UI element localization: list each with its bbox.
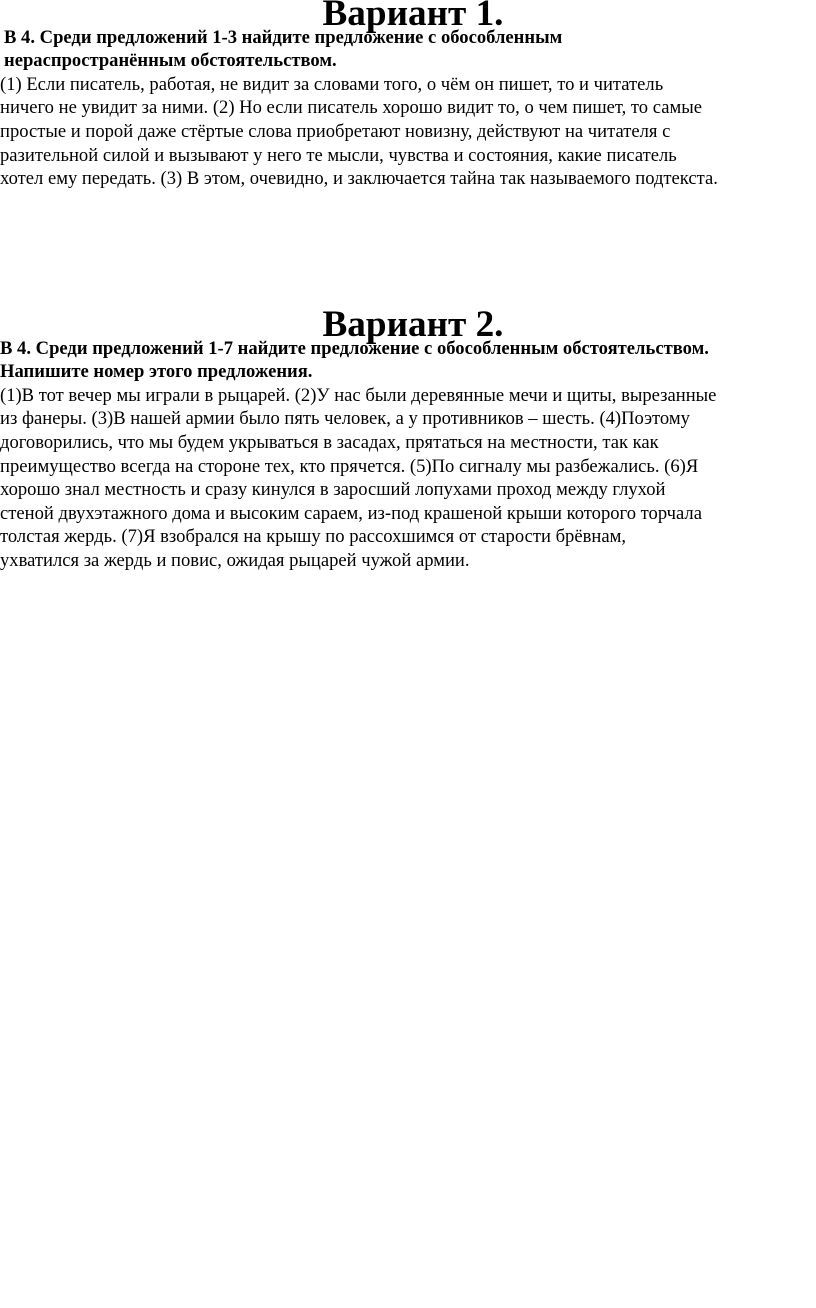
variant-2-text-line: толстая жердь. (7)Я взобрался на крышу по рассохшимся от старости брёвнам, [0,526,626,548]
variant-1-title: Вариант 1. [322,0,504,34]
variant-2-text-line: преимущество всегда на стороне тех, кто прячется. (5)По сигналу мы разбежались. (6)Я [0,455,699,477]
variant-1-text-line: разительной силой и вызывают у него те мысли, чувства и состояния, какие писатель [0,144,677,166]
variant-2-task [0,337,816,384]
variant-2-task-line: В 4. Среди предложений 1-7 найдите предложение с обособленным обстоятельством. [0,337,709,359]
variant-1-text-line: (1) Если писатель, работая, не видит за словами того, о чём он пишет, то и читатель [0,73,664,95]
variant-1-text-line: хотел ему передать. (3) В этом, очевидно, и заключается тайна так называемого подтекста. [0,168,718,190]
variant-1-section [0,2,816,191]
variant-2-text-line: ухватился за жердь и повис, ожидая рыцарей чужой армии. [0,549,470,571]
variant-1-task-line: В 4. Среди предложений 1-3 найдите предложение с обособленным [4,26,563,48]
variant-2-text-line: стеной двухэтажного дома и высоким сараем, из-под крашеной крыши которого торчала [0,502,702,524]
variant-2-text-line: хорошо знал местность и сразу кинулся в заросший лопухами проход между глухой [0,479,666,501]
variant-1-task [0,26,816,73]
variant-1-text [0,73,816,191]
variant-2-title: Вариант 2. [322,304,504,345]
variant-2-text-line: договорились, что мы будем укрываться в засадах, прятаться на местности, так как [0,431,659,453]
variant-2-section [0,304,816,573]
variant-1-text-line: ничего не увидит за ними. (2) Но если писатель хорошо видит то, о чем пишет, то самые [0,97,702,119]
variant-2-text [0,384,816,573]
variant-2-text-line: (1)В тот вечер мы играли в рыцарей. (2)У нас были деревянные мечи и щиты, вырезанные [0,384,717,406]
variant-2-text-line: из фанеры. (3)В нашей армии было пять человек, а у противников – шесть. (4)Поэтому [0,408,690,430]
variant-2-task-line: Напишите номер этого предложения. [0,361,313,383]
variant-1-task-line: нераспространённым обстоятельством. [4,50,337,72]
variant-1-text-line: простые и порой даже стёртые слова приобретают новизну, действуют на читателя с [0,120,671,142]
